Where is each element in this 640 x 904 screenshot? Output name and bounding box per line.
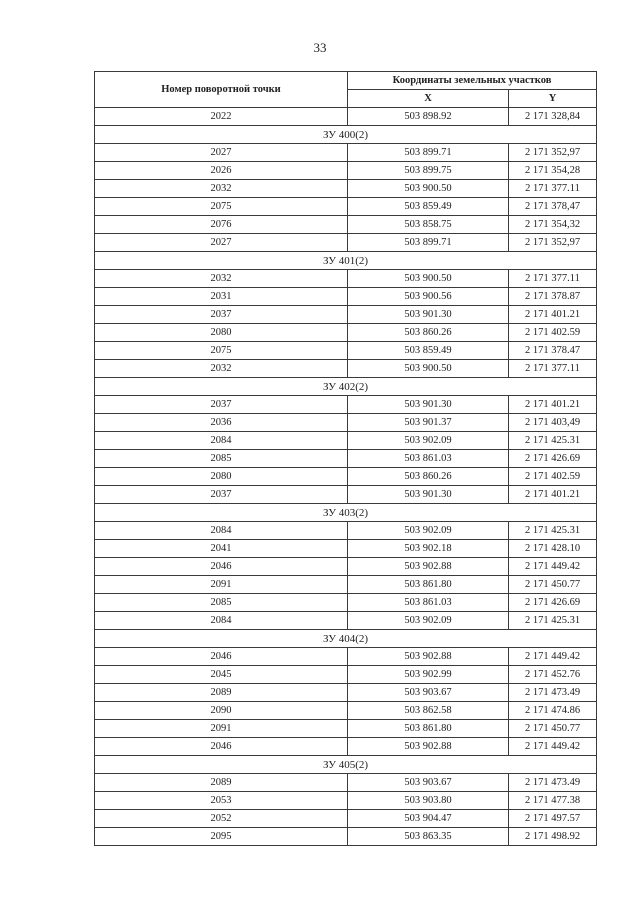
table-row [95, 792, 597, 810]
y-coordinate-cell: 2 171 474.86 [509, 702, 597, 720]
table-row [95, 162, 597, 180]
table-row [95, 288, 597, 306]
table-row [95, 342, 597, 360]
table-header [95, 72, 597, 108]
group-header-row [95, 756, 597, 774]
y-coordinate-cell: 2 171 378.87 [509, 288, 597, 306]
point-number-cell: 2080 [95, 468, 348, 486]
table-row [95, 468, 597, 486]
table-row [95, 666, 597, 684]
x-coordinate-cell: 503 900.50 [348, 270, 509, 288]
point-number-cell: 2091 [95, 720, 348, 738]
point-number-cell: 2089 [95, 774, 348, 792]
point-number-cell: 2084 [95, 612, 348, 630]
table-row [95, 576, 597, 594]
x-coordinate-cell: 503 902.88 [348, 648, 509, 666]
header-point-number: Номер поворотной точки [95, 72, 348, 108]
point-number-cell: 2084 [95, 522, 348, 540]
header-coordinates: Координаты земельных участков [348, 72, 597, 90]
table-row [95, 216, 597, 234]
x-coordinate-cell: 503 903.67 [348, 774, 509, 792]
x-coordinate-cell: 503 903.67 [348, 684, 509, 702]
y-coordinate-cell: 2 171 352,97 [509, 144, 597, 162]
table-row [95, 594, 597, 612]
table-row [95, 144, 597, 162]
y-coordinate-cell: 2 171 425.31 [509, 522, 597, 540]
point-number-cell: 2046 [95, 648, 348, 666]
y-coordinate-cell: 2 171 401.21 [509, 486, 597, 504]
y-coordinate-cell: 2 171 354,32 [509, 216, 597, 234]
point-number-cell: 2022 [95, 108, 348, 126]
x-coordinate-cell: 503 902.09 [348, 432, 509, 450]
point-number-cell: 2084 [95, 432, 348, 450]
y-coordinate-cell: 2 171 477.38 [509, 792, 597, 810]
x-coordinate-cell: 503 900.50 [348, 360, 509, 378]
table-row [95, 738, 597, 756]
page-number: 33 [313, 40, 327, 55]
x-coordinate-cell: 503 901.30 [348, 486, 509, 504]
y-coordinate-cell: 2 171 352,97 [509, 234, 597, 252]
table-row [95, 198, 597, 216]
table-row [95, 432, 597, 450]
table-row [95, 450, 597, 468]
table-row [95, 828, 597, 846]
x-coordinate-cell: 503 904.47 [348, 810, 509, 828]
group-header-row [95, 630, 597, 648]
x-coordinate-cell: 503 860.26 [348, 468, 509, 486]
point-number-cell: 2037 [95, 396, 348, 414]
y-coordinate-cell: 2 171 450.77 [509, 576, 597, 594]
point-number-cell: 2027 [95, 234, 348, 252]
table-row [95, 810, 597, 828]
group-header-row [95, 504, 597, 522]
x-coordinate-cell: 503 902.18 [348, 540, 509, 558]
y-coordinate-cell: 2 171 378,47 [509, 198, 597, 216]
y-coordinate-cell: 2 171 402.59 [509, 468, 597, 486]
x-coordinate-cell: 503 902.88 [348, 558, 509, 576]
y-coordinate-cell: 2 171 450.77 [509, 720, 597, 738]
x-coordinate-cell: 503 861.03 [348, 594, 509, 612]
group-header-row [95, 126, 597, 144]
point-number-cell: 2095 [95, 828, 348, 846]
point-number-cell: 2031 [95, 288, 348, 306]
x-coordinate-cell: 503 859.49 [348, 342, 509, 360]
y-coordinate-cell: 2 171 452.76 [509, 666, 597, 684]
table-row [95, 612, 597, 630]
x-coordinate-cell: 503 861.03 [348, 450, 509, 468]
header-x: X [348, 90, 509, 108]
x-coordinate-cell: 503 860.26 [348, 324, 509, 342]
x-coordinate-cell: 503 898.92 [348, 108, 509, 126]
y-coordinate-cell: 2 171 378.47 [509, 342, 597, 360]
point-number-cell: 2026 [95, 162, 348, 180]
table-row [95, 108, 597, 126]
group-label: ЗУ 401(2) [95, 252, 597, 270]
point-number-cell: 2032 [95, 360, 348, 378]
header-y: Y [509, 90, 597, 108]
group-label: ЗУ 403(2) [95, 504, 597, 522]
y-coordinate-cell: 2 171 498.92 [509, 828, 597, 846]
x-coordinate-cell: 503 861.80 [348, 576, 509, 594]
x-coordinate-cell: 503 858.75 [348, 216, 509, 234]
point-number-cell: 2091 [95, 576, 348, 594]
point-number-cell: 2053 [95, 792, 348, 810]
x-coordinate-cell: 503 901.37 [348, 414, 509, 432]
point-number-cell: 2076 [95, 216, 348, 234]
point-number-cell: 2046 [95, 558, 348, 576]
table-row [95, 648, 597, 666]
x-coordinate-cell: 503 863.35 [348, 828, 509, 846]
y-coordinate-cell: 2 171 473.49 [509, 774, 597, 792]
table-row [95, 396, 597, 414]
coordinates-table [94, 71, 597, 846]
point-number-cell: 2089 [95, 684, 348, 702]
x-coordinate-cell: 503 899.75 [348, 162, 509, 180]
group-header-row [95, 252, 597, 270]
table-row [95, 360, 597, 378]
table-row [95, 306, 597, 324]
x-coordinate-cell: 503 902.09 [348, 522, 509, 540]
point-number-cell: 2046 [95, 738, 348, 756]
point-number-cell: 2045 [95, 666, 348, 684]
table-row [95, 540, 597, 558]
x-coordinate-cell: 503 902.99 [348, 666, 509, 684]
x-coordinate-cell: 503 900.50 [348, 180, 509, 198]
y-coordinate-cell: 2 171 377.11 [509, 180, 597, 198]
table-row [95, 720, 597, 738]
group-label: ЗУ 402(2) [95, 378, 597, 396]
x-coordinate-cell: 503 903.80 [348, 792, 509, 810]
point-number-cell: 2037 [95, 486, 348, 504]
point-number-cell: 2075 [95, 342, 348, 360]
table-row [95, 234, 597, 252]
table-row [95, 522, 597, 540]
table-row [95, 180, 597, 198]
y-coordinate-cell: 2 171 449.42 [509, 738, 597, 756]
y-coordinate-cell: 2 171 328,84 [509, 108, 597, 126]
y-coordinate-cell: 2 171 377.11 [509, 360, 597, 378]
point-number-cell: 2027 [95, 144, 348, 162]
x-coordinate-cell: 503 902.88 [348, 738, 509, 756]
y-coordinate-cell: 2 171 425.31 [509, 612, 597, 630]
y-coordinate-cell: 2 171 428.10 [509, 540, 597, 558]
table-row [95, 558, 597, 576]
x-coordinate-cell: 503 900.56 [348, 288, 509, 306]
x-coordinate-cell: 503 901.30 [348, 396, 509, 414]
group-label: ЗУ 405(2) [95, 756, 597, 774]
y-coordinate-cell: 2 171 401.21 [509, 306, 597, 324]
table-row [95, 270, 597, 288]
x-coordinate-cell: 503 859.49 [348, 198, 509, 216]
y-coordinate-cell: 2 171 449.42 [509, 558, 597, 576]
group-header-row [95, 378, 597, 396]
x-coordinate-cell: 503 901.30 [348, 306, 509, 324]
table-row [95, 486, 597, 504]
group-label: ЗУ 404(2) [95, 630, 597, 648]
group-label: ЗУ 400(2) [95, 126, 597, 144]
y-coordinate-cell: 2 171 449.42 [509, 648, 597, 666]
table-row [95, 684, 597, 702]
point-number-cell: 2085 [95, 450, 348, 468]
point-number-cell: 2052 [95, 810, 348, 828]
x-coordinate-cell: 503 899.71 [348, 144, 509, 162]
y-coordinate-cell: 2 171 473.49 [509, 684, 597, 702]
table-row [95, 414, 597, 432]
y-coordinate-cell: 2 171 401.21 [509, 396, 597, 414]
y-coordinate-cell: 2 171 377.11 [509, 270, 597, 288]
point-number-cell: 2075 [95, 198, 348, 216]
y-coordinate-cell: 2 171 402.59 [509, 324, 597, 342]
table-row [95, 702, 597, 720]
table-row [95, 774, 597, 792]
point-number-cell: 2036 [95, 414, 348, 432]
y-coordinate-cell: 2 171 497.57 [509, 810, 597, 828]
point-number-cell: 2080 [95, 324, 348, 342]
x-coordinate-cell: 503 899.71 [348, 234, 509, 252]
table-row [95, 324, 597, 342]
point-number-cell: 2037 [95, 306, 348, 324]
x-coordinate-cell: 503 902.09 [348, 612, 509, 630]
point-number-cell: 2090 [95, 702, 348, 720]
y-coordinate-cell: 2 171 426.69 [509, 450, 597, 468]
x-coordinate-cell: 503 862.58 [348, 702, 509, 720]
point-number-cell: 2032 [95, 270, 348, 288]
y-coordinate-cell: 2 171 426.69 [509, 594, 597, 612]
point-number-cell: 2041 [95, 540, 348, 558]
y-coordinate-cell: 2 171 354,28 [509, 162, 597, 180]
x-coordinate-cell: 503 861.80 [348, 720, 509, 738]
y-coordinate-cell: 2 171 403,49 [509, 414, 597, 432]
point-number-cell: 2032 [95, 180, 348, 198]
table-body [95, 108, 597, 846]
y-coordinate-cell: 2 171 425.31 [509, 432, 597, 450]
point-number-cell: 2085 [95, 594, 348, 612]
